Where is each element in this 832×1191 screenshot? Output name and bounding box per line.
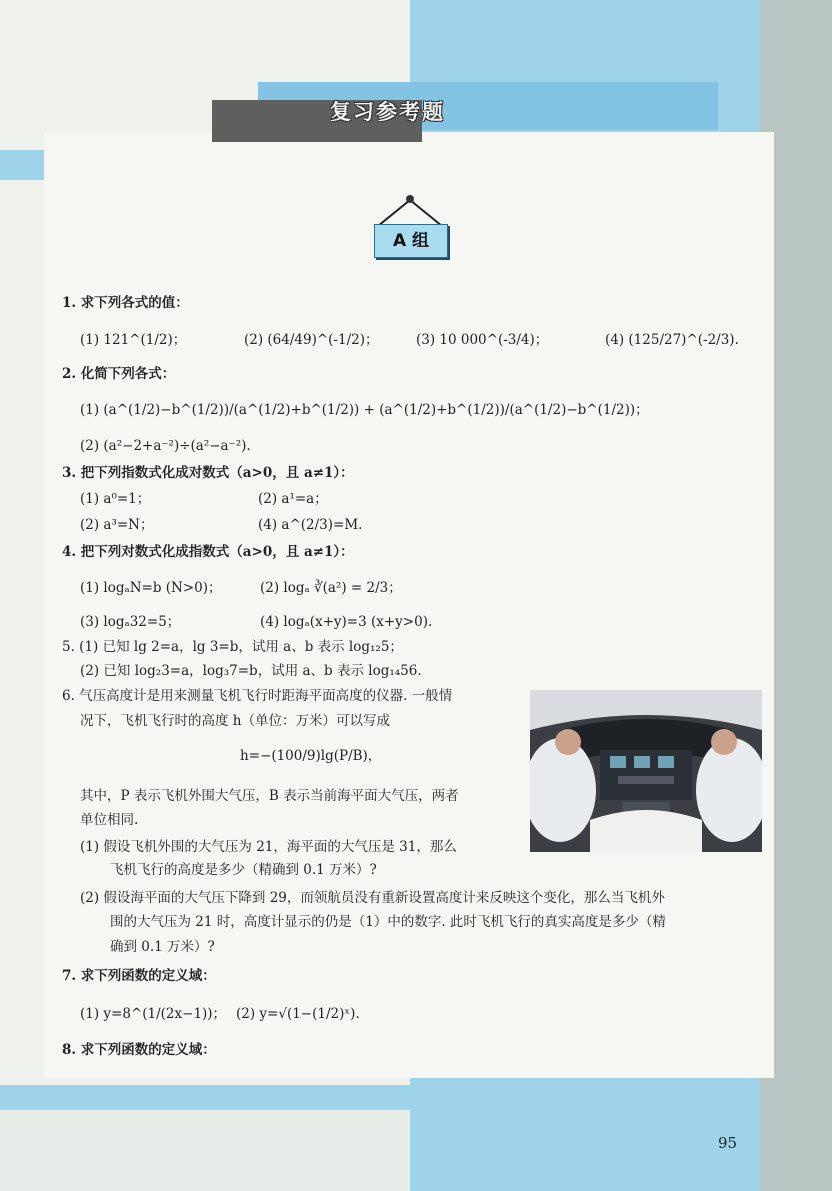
problem-1-stem: 1. 求下列各式的值： bbox=[62, 295, 189, 311]
problem-7-item-2: (2) y=√(1−(1/2)ˣ). bbox=[236, 1006, 360, 1022]
problem-4-stem: 4. 把下列对数式化成指数式（a>0，且 a≠1）： bbox=[62, 544, 354, 560]
problem-3-stem: 3. 把下列指数式化成对数式（a>0，且 a≠1）： bbox=[62, 465, 354, 481]
problem-5-item-2: (2) 已知 log₂3=a，log₃7=b，试用 a、b 表示 log₁₄56. bbox=[80, 663, 422, 679]
problem-4-item-1: (1) logₐN=b (N>0)； bbox=[80, 580, 222, 596]
page-number: 95 bbox=[718, 1134, 738, 1152]
problem-2-stem: 2. 化简下列各式： bbox=[62, 366, 176, 382]
problem-7-stem: 7. 求下列函数的定义域： bbox=[62, 968, 216, 984]
problem-3-item-3: (2) a³=N； bbox=[80, 517, 154, 533]
problem-1-item-4: (4) (125/27)^(-2/3). bbox=[605, 332, 739, 348]
bottom-left-band bbox=[0, 1110, 410, 1191]
problem-6-part-1-line-1: (1) 假设飞机外围的大气压为 21，海平面的大气压是 31，那么 bbox=[80, 839, 457, 855]
problem-4-item-2: (2) logₐ ∛(a²) = 2/3； bbox=[260, 580, 402, 596]
problem-6-line-4: 单位相同. bbox=[80, 812, 139, 828]
group-label: A 组 bbox=[374, 224, 448, 258]
problem-3-item-2: (2) a¹=a； bbox=[258, 491, 328, 507]
problem-1-item-3: (3) 10 000^(-3/4)； bbox=[416, 332, 549, 348]
problem-6-line-2: 况下，飞机飞行时的高度 h（单位：万米）可以写成 bbox=[80, 713, 390, 729]
problem-2-item-2: (2) (a²−2+a⁻²)÷(a²−a⁻²). bbox=[80, 438, 251, 454]
problem-6-line-3: 其中，P 表示飞机外围大气压，B 表示当前海平面大气压，两者 bbox=[80, 788, 459, 804]
group-sign bbox=[368, 192, 452, 262]
problem-1-item-1: (1) 121^(1/2)； bbox=[80, 332, 187, 348]
problem-6-part-2-line-1: (2) 假设海平面的大气压下降到 29，而领航员没有重新设置高度计来反映这个变化，那么当飞机外 bbox=[80, 890, 665, 906]
problem-6-formula: h=−(100/9)lg(P/B)， bbox=[240, 748, 382, 764]
problem-6-part-1-line-2: 飞机飞行的高度是多少（精确到 0.1 万米）? bbox=[110, 862, 377, 878]
cockpit-photo bbox=[530, 690, 762, 852]
blue-band-bottom bbox=[0, 1085, 760, 1110]
problem-7-item-1: (1) y=8^(1/(2x−1))； bbox=[80, 1006, 227, 1022]
problem-8-stem: 8. 求下列函数的定义域： bbox=[62, 1042, 216, 1058]
problem-3-item-1: (1) a⁰=1； bbox=[80, 491, 151, 507]
problem-3-item-4: (4) a^(2/3)=M. bbox=[258, 517, 363, 533]
problem-6-part-2-line-2: 围的大气压为 21 时，高度计显示的仍是（1）中的数字. 此时飞机飞行的真实高度是多少（精 bbox=[110, 914, 666, 930]
problem-5-item-1: 5. (1) 已知 lg 2=a，lg 3=b，试用 a、b 表示 log₁₂5； bbox=[62, 639, 403, 655]
problem-6-part-2-line-3: 确到 0.1 万米）? bbox=[110, 939, 215, 955]
problem-6-line-1: 6. 气压高度计是用来测量飞机飞行时距海平面高度的仪器. 一般情 bbox=[62, 688, 453, 704]
section-title: 复习参考题 bbox=[330, 100, 445, 124]
problem-4-item-4: (4) logₐ(x+y)=3 (x+y>0). bbox=[260, 614, 433, 630]
problem-2-item-1: (1) (a^(1/2)−b^(1/2))/(a^(1/2)+b^(1/2)) + (a^(1/2)+b^(1/2))/(a^(1/2)−b^(1/2))； bbox=[80, 402, 649, 418]
problem-1-item-2: (2) (64/49)^(-1/2)； bbox=[244, 332, 379, 348]
problem-4-item-3: (3) logₐ32=5； bbox=[80, 614, 181, 630]
